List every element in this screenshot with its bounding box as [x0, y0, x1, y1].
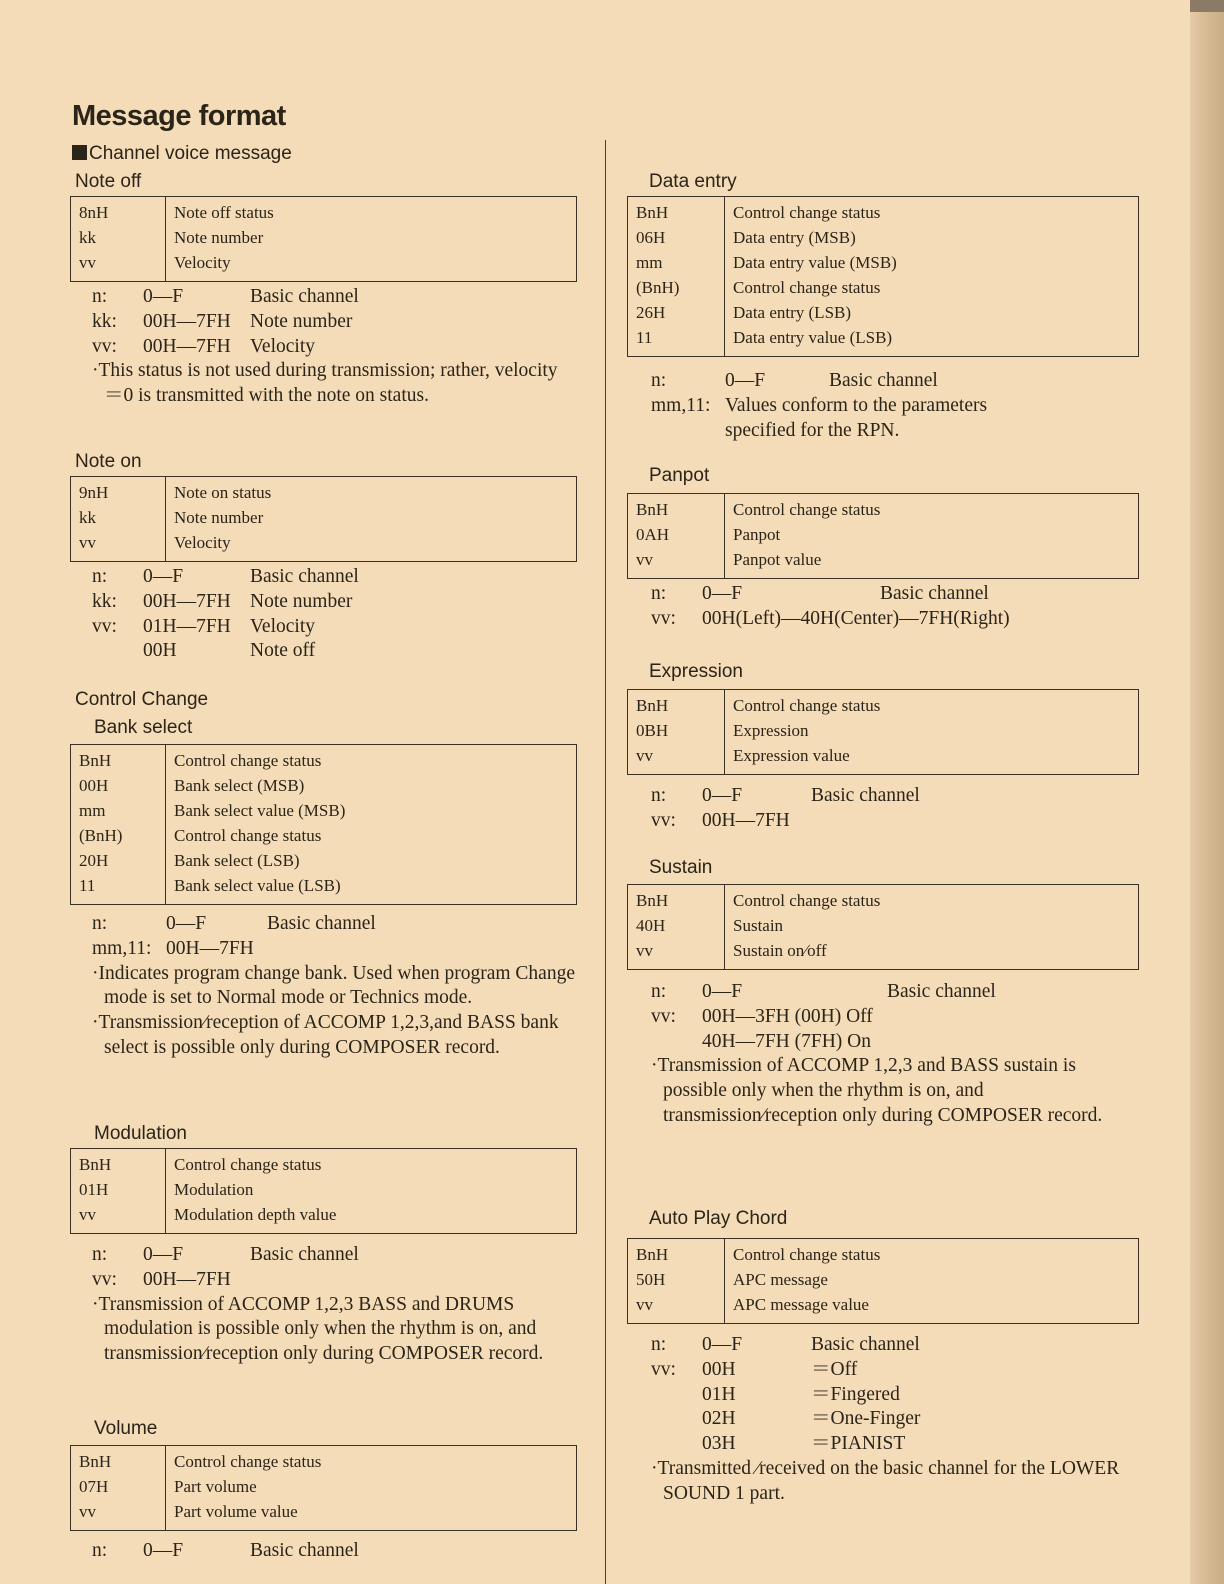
description-cell: APC message value: [733, 1295, 869, 1314]
param-meaning: Basic channel: [887, 981, 996, 1002]
code-cell: BnH: [636, 500, 669, 519]
bank-select-table: [70, 744, 577, 905]
param-row: [92, 615, 572, 640]
code-cell: vv: [79, 1502, 96, 1521]
param-range: 0—F: [143, 286, 184, 307]
param-meaning: Note off: [250, 640, 316, 662]
auto-play-chord-params: [651, 1333, 1131, 1507]
param-key: mm,11:: [651, 394, 711, 416]
code-cell: kk: [79, 508, 96, 527]
bank-select-note: ·Indicates program change bank. Used when program Change mode is set to Normal mode or Technics mode.: [92, 962, 575, 1009]
param-meaning: Basic channel: [811, 1334, 920, 1355]
param-row: [651, 1407, 1131, 1432]
description-cell: Part volume: [174, 1477, 257, 1496]
param-range: 00H—7FH: [143, 1268, 231, 1290]
control-change-label: Control Change: [75, 689, 209, 710]
expression-table: [627, 689, 1139, 775]
description-cell: Data entry value (MSB): [733, 253, 897, 272]
description-cell: Note number: [174, 228, 264, 247]
data-entry-descriptions: [725, 197, 1139, 357]
bank-select-descriptions: [166, 745, 577, 905]
param-row: [92, 937, 577, 962]
param-row: [92, 565, 572, 590]
param-meaning: Basic channel: [250, 566, 359, 587]
param-row: [651, 582, 1131, 607]
expression-label: Expression: [649, 661, 743, 682]
param-meaning: Basic channel: [811, 785, 920, 806]
param-range: Values conform to the parameters: [725, 394, 988, 416]
note-off-note: ·This status is not used during transmission; rather, velocity＝0 is transmitted with the note on status.: [92, 360, 558, 407]
param-range: 0—F: [702, 583, 743, 604]
param-row: [92, 639, 572, 664]
code-cell: BnH: [636, 1245, 669, 1264]
code-cell: 11: [79, 876, 96, 895]
page-title: Message format: [72, 100, 286, 132]
description-cell: Part volume value: [174, 1502, 298, 1521]
param-row: [651, 419, 1131, 444]
param-meaning: Velocity: [250, 615, 315, 637]
note-off-label: Note off: [75, 171, 142, 192]
page-edge-shadow: [1190, 0, 1224, 12]
description-cell: APC message: [733, 1270, 828, 1289]
description-cell: Control change status: [174, 826, 322, 845]
param-range: 00H(Left)—40H(Center)—7FH(Right): [702, 607, 1010, 629]
param-key: n:: [92, 1540, 108, 1561]
description-cell: Note off status: [174, 203, 274, 222]
param-meaning: ＝PIANIST: [811, 1433, 906, 1455]
page-edge: [1190, 0, 1224, 1584]
code-cell: vv: [79, 1205, 96, 1224]
param-row: [92, 335, 572, 360]
param-row: [92, 1243, 572, 1268]
param-meaning: ＝Fingered: [811, 1383, 900, 1405]
param-row: [651, 1383, 1131, 1408]
code-cell: vv: [636, 746, 653, 765]
note-off-codes: [71, 197, 166, 282]
panpot-params: [651, 582, 1131, 632]
param-key: n:: [651, 981, 667, 1002]
bank-select-params: [92, 912, 577, 1061]
modulation-label: Modulation: [94, 1123, 187, 1144]
param-range: 01H—7FH: [143, 615, 231, 637]
param-range: 0—F: [166, 913, 207, 934]
code-cell: 9nH: [79, 483, 109, 502]
description-cell: Panpot value: [733, 550, 822, 569]
param-range: 0—F: [143, 1540, 184, 1561]
description-cell: Bank select value (MSB): [174, 801, 346, 820]
code-cell: 06H: [636, 228, 666, 247]
modulation-table: [70, 1148, 577, 1234]
param-key: vv:: [92, 1268, 117, 1290]
modulation-note: ·Transmission of ACCOMP 1,2,3 BASS and DRUMS modulation is possible only when the rhythm is on, and transmission∕reception only during COMPOSER record.: [92, 1293, 544, 1365]
modulation-codes: [71, 1149, 166, 1234]
note-on-params: [92, 565, 572, 664]
description-cell: Expression: [733, 721, 809, 740]
param-key: n:: [651, 583, 667, 604]
data-entry-table: [627, 196, 1139, 357]
description-cell: Data entry (LSB): [733, 303, 852, 322]
param-row: [651, 1432, 1131, 1457]
description-cell: Control change status: [733, 696, 881, 715]
param-range: 03H: [702, 1433, 736, 1455]
square-bullet-icon: [72, 145, 87, 160]
code-cell: BnH: [79, 1452, 112, 1471]
description-cell: Sustain: [733, 916, 784, 935]
param-range: specified for the RPN.: [725, 419, 900, 441]
param-row: [651, 1358, 1131, 1383]
code-cell: mm: [79, 801, 106, 820]
modulation-descriptions: [166, 1149, 577, 1234]
volume-table: [70, 1445, 577, 1531]
section-heading: [72, 143, 292, 165]
param-row: [651, 607, 1131, 632]
note-on-table: [70, 476, 577, 562]
param-range: 0—F: [702, 785, 743, 806]
code-cell: BnH: [79, 751, 112, 770]
param-range: 0—F: [725, 370, 766, 391]
panpot-descriptions: [725, 494, 1139, 579]
expression-params: [651, 784, 1131, 834]
code-cell: BnH: [636, 696, 669, 715]
note-off-descriptions: [166, 197, 577, 282]
param-meaning: Basic channel: [250, 1244, 359, 1265]
volume-descriptions: [166, 1446, 577, 1531]
param-row: [92, 285, 572, 310]
description-cell: Bank select (MSB): [174, 776, 305, 795]
code-cell: vv: [636, 550, 653, 569]
bank-select-label: Bank select: [94, 717, 193, 738]
param-meaning: Velocity: [250, 335, 315, 357]
param-key: mm,11:: [92, 937, 152, 959]
auto-play-chord-table: [627, 1238, 1139, 1324]
column-divider: [605, 140, 606, 1584]
description-cell: Data entry value (LSB): [733, 328, 893, 347]
description-cell: Control change status: [174, 751, 322, 770]
sustain-descriptions: [725, 885, 1139, 970]
param-range: 0—F: [702, 1334, 743, 1355]
param-meaning: ＝Off: [811, 1358, 858, 1380]
modulation-params: [92, 1243, 572, 1367]
description-cell: Control change status: [733, 203, 881, 222]
param-meaning: Basic channel: [250, 1540, 359, 1561]
bank-select-codes: [71, 745, 166, 905]
sustain-label: Sustain: [649, 857, 713, 878]
param-range: 00H—7FH: [143, 590, 231, 612]
param-row: [651, 809, 1131, 834]
description-cell: Control change status: [174, 1452, 322, 1471]
expression-descriptions: [725, 690, 1139, 775]
code-cell: 11: [636, 328, 653, 347]
code-cell: mm: [636, 253, 663, 272]
panpot-label: Panpot: [649, 465, 710, 486]
param-key: kk:: [92, 310, 117, 332]
panpot-codes: [628, 494, 725, 579]
data-entry-codes: [628, 197, 725, 357]
param-meaning: Note number: [250, 310, 353, 332]
param-row: [651, 980, 1131, 1005]
data-entry-label: Data entry: [649, 171, 737, 192]
param-range: 02H: [702, 1408, 736, 1430]
code-cell: 0BH: [636, 721, 669, 740]
description-cell: Velocity: [174, 253, 231, 272]
param-key: n:: [92, 1244, 108, 1265]
param-range: 00H—7FH: [702, 809, 790, 831]
sustain-table: [627, 884, 1139, 970]
auto-play-chord-label: Auto Play Chord: [649, 1208, 788, 1229]
code-cell: 20H: [79, 851, 109, 870]
param-range: 0—F: [143, 1244, 184, 1265]
param-row: [92, 590, 572, 615]
param-row: [651, 1030, 1131, 1055]
param-meaning: Basic channel: [880, 583, 989, 604]
param-row: [92, 1268, 572, 1293]
note-on-codes: [71, 477, 166, 562]
code-cell: BnH: [636, 891, 669, 910]
description-cell: Velocity: [174, 533, 231, 552]
param-row: [651, 369, 1131, 394]
note-on-descriptions: [166, 477, 577, 562]
param-key: n:: [651, 1334, 667, 1355]
param-range: 00H: [702, 1358, 736, 1380]
param-row: [651, 784, 1131, 809]
description-cell: Sustain on∕off: [733, 941, 827, 960]
description-cell: Panpot: [733, 525, 781, 544]
note-off-table: [70, 196, 577, 282]
param-key: n:: [651, 370, 667, 391]
note-off-params: [92, 285, 572, 409]
code-cell: 07H: [79, 1477, 109, 1496]
volume-params: [92, 1539, 572, 1564]
auto-play-chord-codes: [628, 1239, 725, 1324]
param-range: 00H: [143, 640, 177, 662]
code-cell: 01H: [79, 1180, 109, 1199]
description-cell: Bank select value (LSB): [174, 876, 341, 895]
param-row: [651, 1005, 1131, 1030]
description-cell: Modulation: [174, 1180, 254, 1199]
param-key: n:: [92, 913, 108, 934]
code-cell: 00H: [79, 776, 109, 795]
code-cell: 50H: [636, 1270, 666, 1289]
param-key: n:: [651, 785, 667, 806]
section-heading-text: Channel voice message: [89, 143, 292, 164]
param-range: 0—F: [143, 566, 184, 587]
description-cell: Control change status: [733, 278, 881, 297]
param-row: [92, 1539, 572, 1564]
sustain-note: ·Transmission of ACCOMP 1,2,3 and BASS sustain is possible only when the rhythm is on, and transmission∕reception only during COMPOSER record.: [651, 1055, 1103, 1126]
param-key: n:: [92, 286, 108, 307]
description-cell: Control change status: [733, 1245, 881, 1264]
param-range: 00H—7FH: [143, 310, 231, 332]
code-cell: kk: [79, 228, 96, 247]
description-cell: Modulation depth value: [174, 1205, 337, 1224]
description-cell: Expression value: [733, 746, 850, 765]
sustain-codes: [628, 885, 725, 970]
param-range: 00H—3FH (00H) Off: [702, 1005, 873, 1027]
param-meaning: ＝One-Finger: [811, 1408, 921, 1430]
volume-label: Volume: [94, 1418, 158, 1439]
auto-play-chord-descriptions: [725, 1239, 1139, 1324]
param-key: n:: [92, 566, 108, 587]
param-key: vv:: [651, 1005, 676, 1027]
code-cell: vv: [636, 941, 653, 960]
data-entry-params: [651, 369, 1131, 443]
volume-codes: [71, 1446, 166, 1531]
param-row: [92, 310, 572, 335]
sustain-params: [651, 980, 1131, 1129]
param-range: 01H: [702, 1383, 736, 1405]
code-cell: BnH: [79, 1155, 112, 1174]
description-cell: Data entry (MSB): [733, 228, 856, 247]
code-cell: (BnH): [636, 278, 680, 297]
description-cell: Note number: [174, 508, 264, 527]
param-key: vv:: [92, 615, 117, 637]
code-cell: vv: [79, 533, 96, 552]
code-cell: 40H: [636, 916, 666, 935]
param-row: [651, 394, 1131, 419]
panpot-table: [627, 493, 1139, 579]
code-cell: 26H: [636, 303, 666, 322]
param-range: 0—F: [702, 981, 743, 1002]
code-cell: vv: [636, 1295, 653, 1314]
param-key: vv:: [92, 335, 117, 357]
param-row: [651, 1333, 1131, 1358]
auto-play-chord-note: ·Transmitted ∕received on the basic channel for the LOWER SOUND 1 part.: [651, 1457, 1120, 1504]
description-cell: Bank select (LSB): [174, 851, 300, 870]
expression-codes: [628, 690, 725, 775]
param-row: [92, 912, 577, 937]
code-cell: 0AH: [636, 525, 670, 544]
param-meaning: Basic channel: [829, 370, 938, 391]
code-cell: (BnH): [79, 826, 123, 845]
code-cell: BnH: [636, 203, 669, 222]
param-key: vv:: [651, 809, 676, 831]
description-cell: Control change status: [733, 500, 881, 519]
param-meaning: Basic channel: [250, 286, 359, 307]
code-cell: vv: [79, 253, 96, 272]
param-key: kk:: [92, 590, 117, 612]
param-meaning: Note number: [250, 590, 353, 612]
description-cell: Control change status: [174, 1155, 322, 1174]
param-range: 00H—7FH: [166, 937, 254, 959]
param-meaning: Basic channel: [267, 913, 376, 934]
description-cell: Note on status: [174, 483, 272, 502]
param-range: 00H—7FH: [143, 335, 231, 357]
bank-select-note: ·Transmission∕reception of ACCOMP 1,2,3,and BASS bank select is possible only during COMPOSER record.: [92, 1012, 559, 1058]
description-cell: Control change status: [733, 891, 881, 910]
param-range: 40H—7FH (7FH) On: [702, 1030, 872, 1052]
code-cell: 8nH: [79, 203, 109, 222]
param-key: vv:: [651, 607, 676, 629]
param-key: vv:: [651, 1358, 676, 1380]
note-on-label: Note on: [75, 451, 142, 472]
